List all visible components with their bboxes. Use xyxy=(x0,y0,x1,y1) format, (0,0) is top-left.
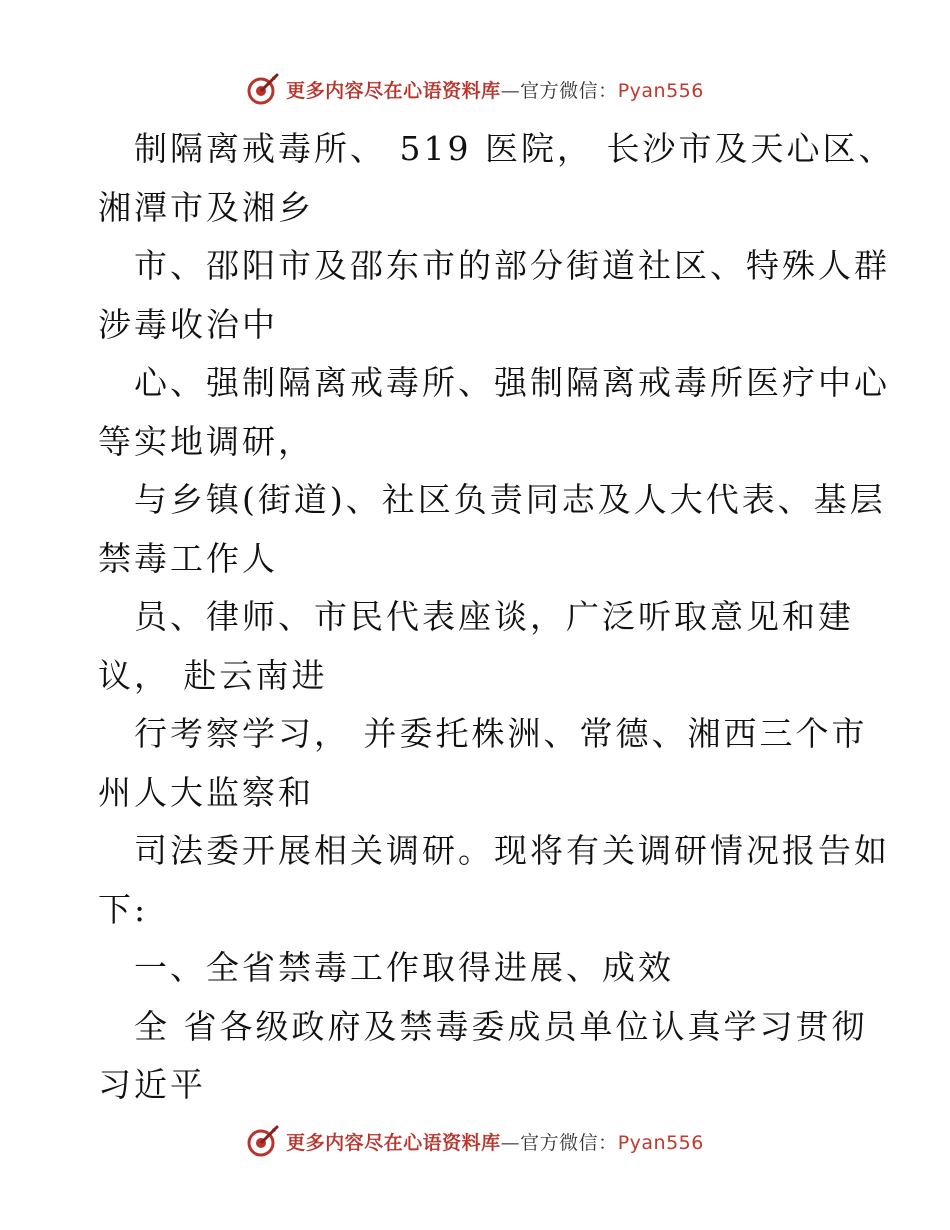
text-line: 司法委开展相关调研。现将有关调研情况报告如 xyxy=(134,831,890,870)
text-line: 心、强制隔离戒毒所、强制隔离戒毒所医疗中心 xyxy=(134,363,890,402)
watermark-wechat-id: Pyan556 xyxy=(617,1131,704,1154)
text-line: 涉毒收治中 xyxy=(98,304,278,344)
text-line: 等实地调研， xyxy=(98,421,314,461)
header-watermark xyxy=(0,72,950,106)
text-line: 与乡镇(街道)、社区负责同志及人大代表、基层 xyxy=(134,480,886,519)
watermark-label: 官方微信： xyxy=(520,79,618,102)
watermark-text xyxy=(286,76,704,103)
pen-logo-icon xyxy=(246,1124,280,1158)
text-line: 市、邵阳市及邵东市的部分街道社区、特殊人群 xyxy=(134,246,890,285)
pen-logo-icon xyxy=(246,72,280,106)
text-line: 一、全省禁毒工作取得进展、成效 xyxy=(134,948,674,987)
text-line: 州人大监察和 xyxy=(98,772,314,812)
text-line: 全 省各级政府及禁毒委成员单位认真学习贯彻 xyxy=(134,1006,868,1046)
text-line: 禁毒工作人 xyxy=(98,538,278,578)
text-line: 行考察学习， 并委托株洲、常德、湘西三个市 xyxy=(134,714,868,753)
text-line: 议， 赴云南进 xyxy=(98,655,328,695)
watermark-brand: 更多内容尽在心语资料库 xyxy=(286,1131,501,1154)
text-line: 制隔离戒毒所、 519 医院， 长沙市及天心区、 xyxy=(134,129,895,168)
watermark-label: 官方微信： xyxy=(520,1131,618,1154)
document-body xyxy=(98,120,895,1115)
text-line: 习近平 xyxy=(98,1065,206,1104)
watermark-dash: — xyxy=(500,1131,521,1154)
text-line: 员、律师、市民代表座谈，广泛听取意见和建 xyxy=(134,597,854,636)
watermark-text xyxy=(286,1128,704,1155)
text-line: 下: xyxy=(98,889,149,929)
footer-watermark xyxy=(0,1124,950,1158)
watermark-dash: — xyxy=(500,79,521,102)
watermark-wechat-id: Pyan556 xyxy=(617,79,704,102)
watermark-brand: 更多内容尽在心语资料库 xyxy=(286,79,501,102)
text-line: 湘潭市及湘乡 xyxy=(98,187,314,227)
